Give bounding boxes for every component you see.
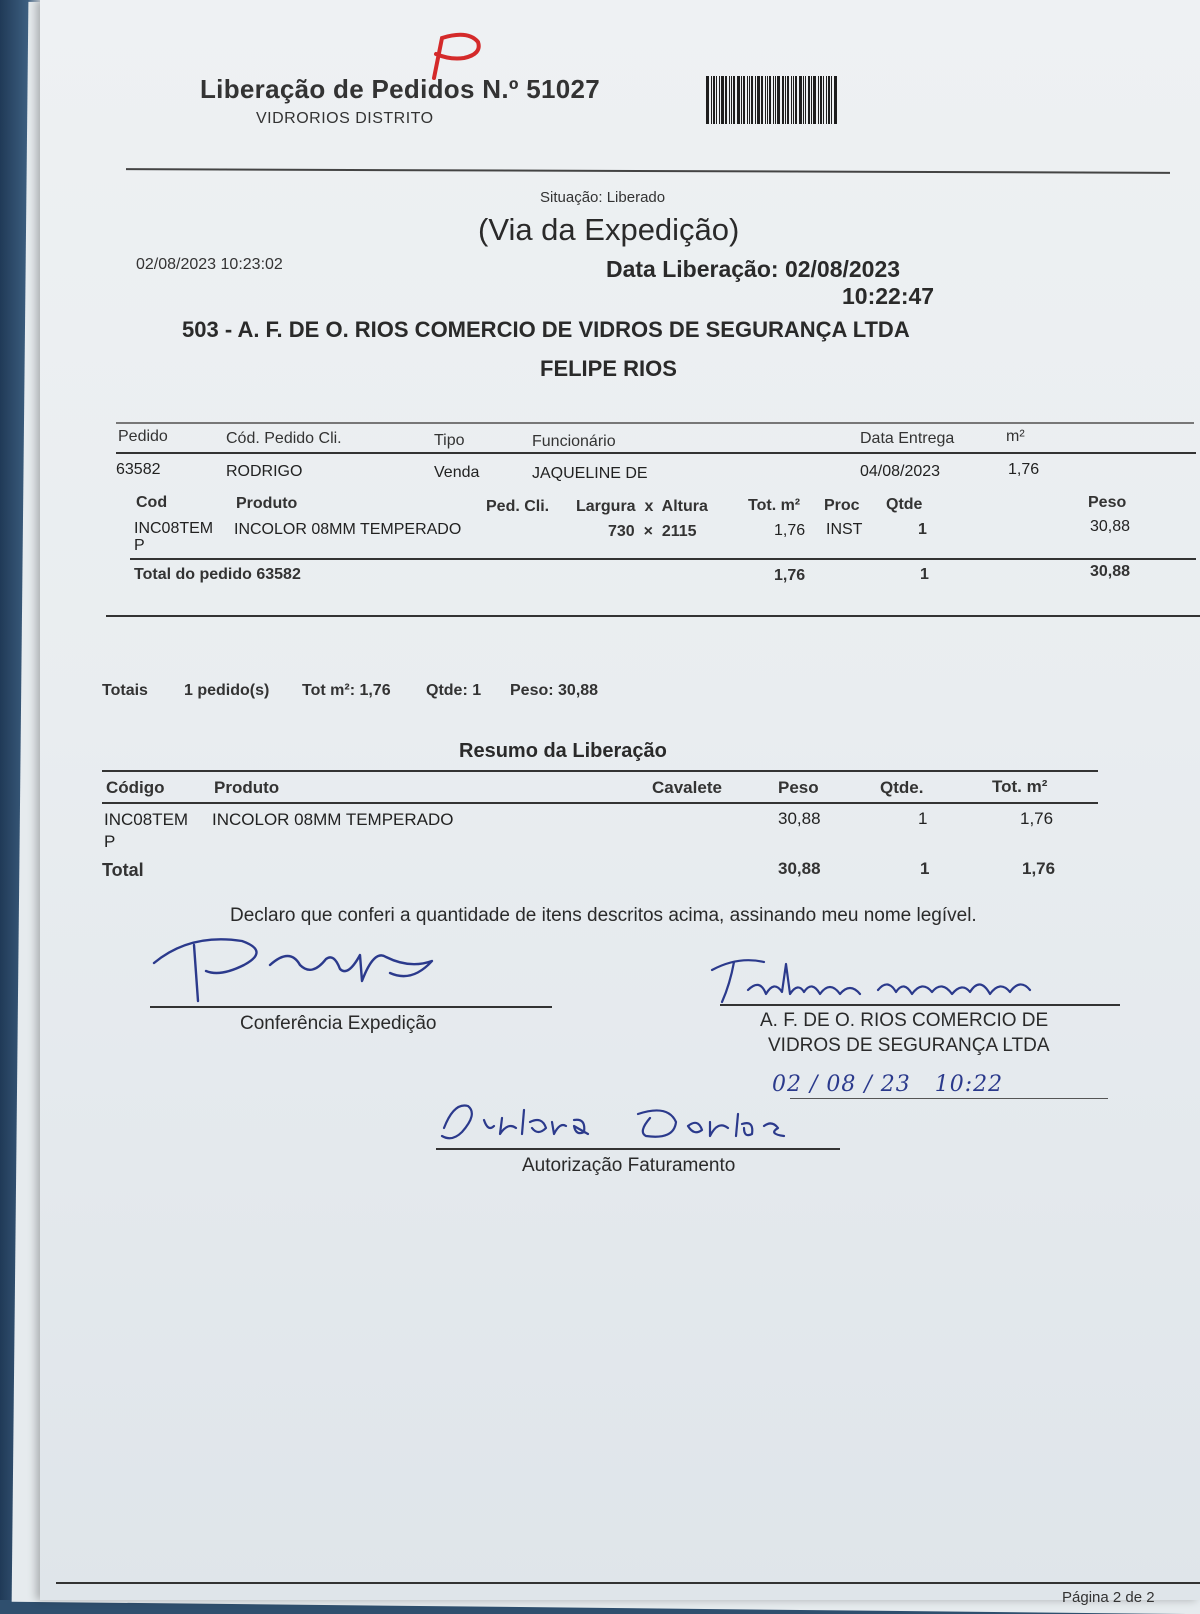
barcode-bar xyxy=(787,76,789,124)
barcode-bar xyxy=(773,76,774,124)
resumo-header-peso: Peso xyxy=(778,778,819,797)
barcode-bar xyxy=(793,76,794,124)
resumo-header-rule xyxy=(102,802,1098,804)
barcode-bar xyxy=(765,76,766,124)
item-header-ped-cli: Ped. Cli. xyxy=(486,498,550,515)
order-total-m2: 1,76 xyxy=(774,567,806,584)
order-total-label: Total do pedido 63582 xyxy=(134,566,301,583)
barcode-bar xyxy=(805,76,806,124)
barcode-bar xyxy=(777,76,780,124)
item-header-produto: Produto xyxy=(236,495,298,512)
barcode-bar xyxy=(831,76,832,124)
order-table-bottom-rule xyxy=(106,615,1200,617)
barcode-bar xyxy=(725,76,727,124)
item-header-largura-altura: Largura x Altura xyxy=(576,498,708,515)
order-table-top-rule xyxy=(116,422,1194,424)
col-header-tipo: Tipo xyxy=(434,432,465,449)
barcode-bar xyxy=(755,76,756,124)
status-label: Situação: Liberado xyxy=(540,189,666,206)
signature-line-autorizacao xyxy=(436,1148,840,1150)
resumo-total-peso: 30,88 xyxy=(778,859,821,878)
order-pedido: 63582 xyxy=(116,461,161,478)
document-page xyxy=(40,0,1200,1606)
col-header-funcionario: Funcionário xyxy=(532,433,616,450)
barcode-bar xyxy=(749,76,750,124)
release-date: Data Liberação: 02/08/2023 xyxy=(606,256,901,282)
col-header-pedido: Pedido xyxy=(118,428,168,445)
barcode-bar xyxy=(775,76,776,124)
order-data-entrega: 04/08/2023 xyxy=(860,463,941,480)
barcode-bar xyxy=(711,76,712,124)
item-produto: INCOLOR 08MM TEMPERADO xyxy=(234,521,462,538)
barcode-bar xyxy=(757,76,760,124)
order-m2: 1,76 xyxy=(1008,461,1040,478)
barcode-bar xyxy=(767,76,768,124)
item-header-peso: Peso xyxy=(1088,494,1127,511)
company-short-name: VIDRORIOS DISTRITO xyxy=(256,110,434,127)
barcode-bar xyxy=(782,76,784,124)
barcode-bar xyxy=(743,76,745,124)
signature-line-company xyxy=(720,1004,1120,1006)
barcode-bar xyxy=(811,76,812,124)
signature-company xyxy=(708,950,1048,1010)
item-tot-m2: 1,76 xyxy=(774,522,806,539)
barcode-bar xyxy=(747,76,748,124)
resumo-top-rule xyxy=(102,770,1098,772)
order-tipo: Venda xyxy=(434,464,480,481)
barcode xyxy=(706,76,882,124)
barcode-bar xyxy=(769,76,771,124)
resumo-codigo-line1: INC08TEM xyxy=(104,810,189,829)
item-proc: INST xyxy=(826,521,863,538)
resumo-codigo-line2: P xyxy=(104,832,116,851)
item-header-cod: Cod xyxy=(136,494,168,511)
totais-qtde: Qtde: 1 xyxy=(426,682,482,699)
client-name: FELIPE RIOS xyxy=(540,356,677,381)
document-title: Liberação de Pedidos N.º 51027 xyxy=(200,74,600,104)
item-header-qtde: Qtde xyxy=(886,496,923,513)
signature-autorizacao xyxy=(438,1092,798,1152)
resumo-tot-m2: 1,76 xyxy=(1020,809,1054,828)
barcode-bar xyxy=(791,76,792,124)
barcode-bar xyxy=(731,76,732,124)
release-time: 10:22:47 xyxy=(842,283,935,309)
footer-rule xyxy=(56,1582,1200,1584)
resumo-title: Resumo da Liberação xyxy=(459,740,667,762)
barcode-bar xyxy=(820,76,822,124)
order-header-rule xyxy=(116,452,1196,454)
header-divider xyxy=(126,168,1170,174)
signature-line-conferencia xyxy=(150,1006,552,1008)
barcode-bar xyxy=(818,76,819,124)
barcode-bar xyxy=(733,76,735,124)
barcode-bar xyxy=(741,76,742,124)
print-timestamp: 02/08/2023 10:23:02 xyxy=(136,256,283,273)
resumo-header-codigo: Código xyxy=(106,778,165,797)
barcode-bar xyxy=(813,76,816,124)
item-header-tot-m2: Tot. m² xyxy=(748,497,801,514)
declaration-text: Declaro que conferi a quantidade de itens descritos acima, assinando meu nome legível. xyxy=(230,905,977,926)
barcode-bar xyxy=(834,76,837,124)
item-cod-line1: INC08TEM xyxy=(134,520,214,537)
resumo-peso: 30,88 xyxy=(778,809,821,828)
barcode-bar xyxy=(799,76,802,124)
barcode-bar xyxy=(826,76,827,124)
resumo-header-tot-m2: Tot. m² xyxy=(992,777,1048,796)
item-header-proc: Proc xyxy=(824,497,860,514)
company-label-line1: A. F. DE O. RIOS COMERCIO DE xyxy=(760,1010,1049,1031)
handwritten-date-underline xyxy=(790,1098,1108,1099)
totais-label: Totais xyxy=(102,682,148,699)
order-cod-pedido-cli: RODRIGO xyxy=(226,463,303,480)
item-total-rule xyxy=(130,558,1196,560)
barcode-bar xyxy=(828,76,830,124)
col-header-data-entrega: Data Entrega xyxy=(860,430,955,447)
resumo-header-cavalete: Cavalete xyxy=(652,778,722,797)
barcode-bar xyxy=(721,76,724,124)
barcode-bar xyxy=(795,76,797,124)
resumo-total-qtde: 1 xyxy=(920,859,930,878)
totais-tot-m2: Tot m²: 1,76 xyxy=(302,682,391,699)
barcode-bar xyxy=(706,76,709,124)
company-label-line2: VIDROS DE SEGURANÇA LTDA xyxy=(768,1035,1050,1056)
col-header-cod-pedido-cli: Cód. Pedido Cli. xyxy=(226,430,342,447)
order-total-peso: 30,88 xyxy=(1090,563,1131,580)
barcode-bar xyxy=(716,76,717,124)
resumo-header-qtde: Qtde. xyxy=(880,778,924,797)
item-dimensoes: 730 × 2115 xyxy=(608,523,697,540)
barcode-bar xyxy=(737,76,740,124)
handwritten-date: 02 / 08 / 23 10:22 xyxy=(772,1072,1004,1097)
conferencia-label: Conferência Expedição xyxy=(240,1013,437,1034)
item-qtde: 1 xyxy=(918,521,927,538)
barcode-bar xyxy=(713,76,715,124)
resumo-total-tot-m2: 1,76 xyxy=(1022,859,1056,878)
order-funcionario: JAQUELINE DE xyxy=(532,465,648,482)
barcode-bar xyxy=(808,76,810,124)
order-total-qtde: 1 xyxy=(920,566,929,583)
col-header-m2: m² xyxy=(1006,428,1025,445)
barcode-bar xyxy=(729,76,730,124)
page-number: Página 2 de 2 xyxy=(1062,1589,1155,1606)
resumo-header-produto: Produto xyxy=(214,778,280,797)
resumo-qtde: 1 xyxy=(918,809,928,828)
signature-conferencia xyxy=(150,925,450,1005)
client-company: 503 - A. F. DE O. RIOS COMERCIO DE VIDROS DE SEGURANÇA LTDA xyxy=(182,317,910,342)
barcode-bar xyxy=(823,76,824,124)
resumo-produto: INCOLOR 08MM TEMPERADO xyxy=(212,810,454,829)
barcode-bar xyxy=(761,76,763,124)
barcode-bar xyxy=(751,76,753,124)
totais-pedidos: 1 pedido(s) xyxy=(184,682,270,699)
via-label: (Via da Expedição) xyxy=(478,212,740,247)
autorizacao-label: Autorização Faturamento xyxy=(522,1155,736,1176)
item-cod-line2: P xyxy=(134,537,145,554)
totais-peso: Peso: 30,88 xyxy=(510,682,599,699)
barcode-bar xyxy=(785,76,786,124)
barcode-bar xyxy=(719,76,720,124)
item-peso: 30,88 xyxy=(1090,518,1131,535)
resumo-total-label: Total xyxy=(102,860,144,880)
barcode-bar xyxy=(803,76,804,124)
